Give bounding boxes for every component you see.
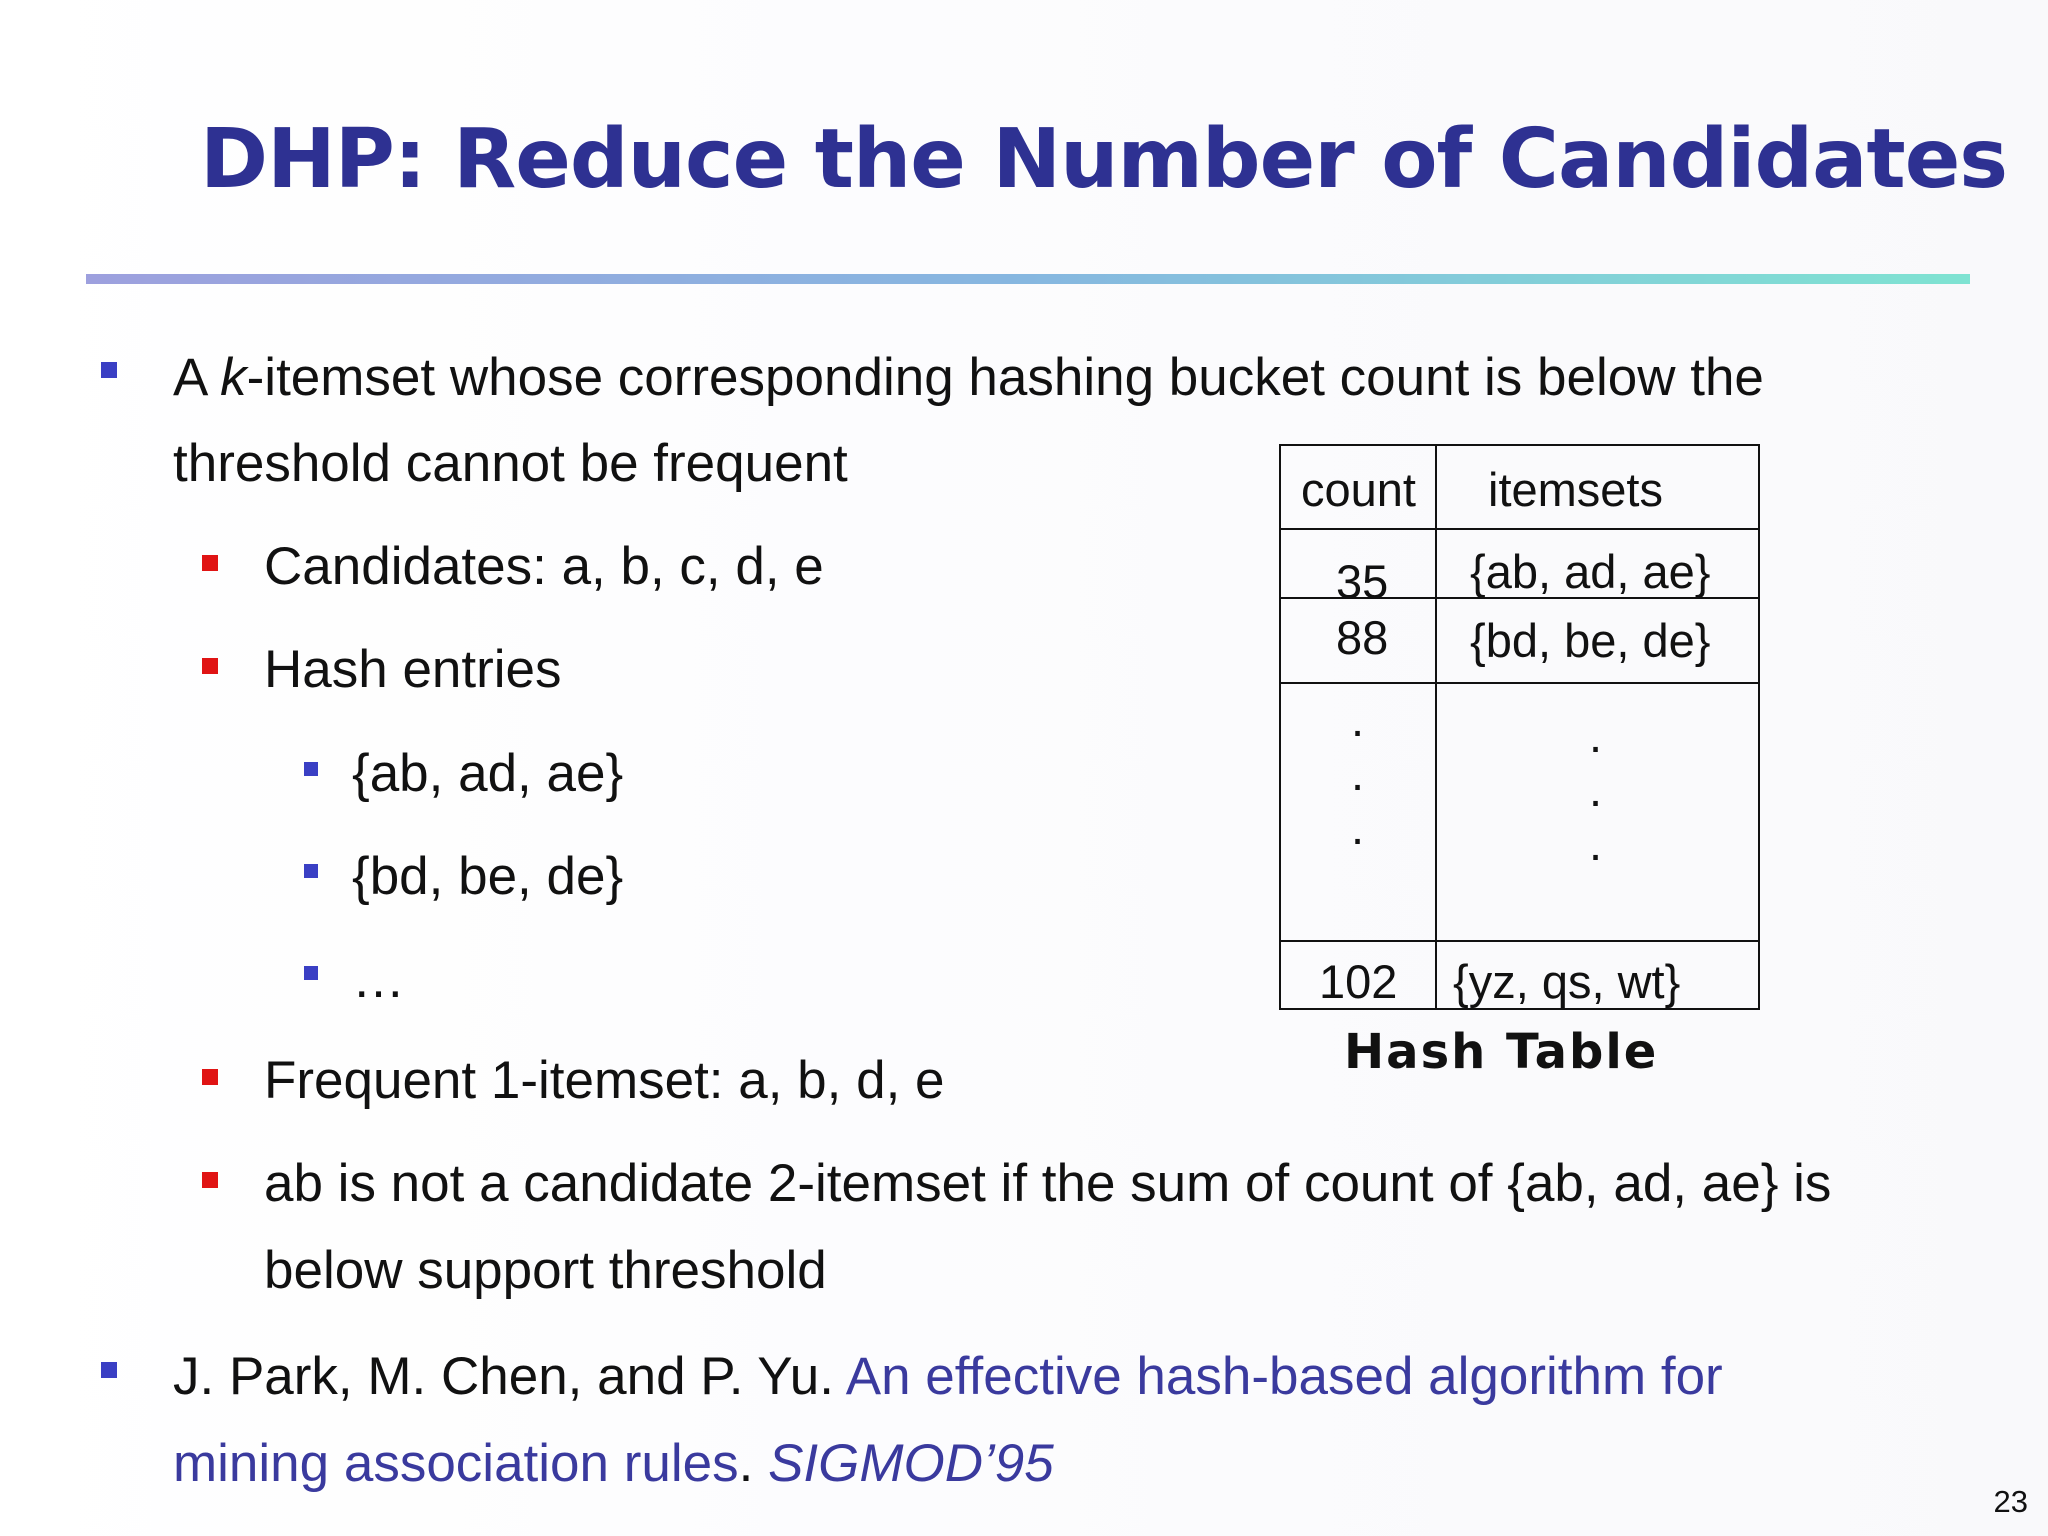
hash-table-row-last-itemsets: {yz, qs, wt} [1453,955,1681,1008]
bullet-square-icon [101,362,117,378]
hash-table-ellipsis-dot: . [1351,747,1365,800]
hash-entry-2: {bd, be, de} [352,847,624,906]
hash-table-ellipsis-dot: . [1351,693,1365,746]
hash-table-row-1-count: 35 [1336,555,1389,608]
bullet-square-icon [304,966,318,980]
page-number: 23 [1993,1484,2028,1519]
hash-entry-ellipsis: … [352,950,405,1009]
reference-line-1 [173,1345,1723,1409]
reference-paper-link[interactable]: An effective hash-based algorithm for [845,1347,1723,1406]
reference-authors: J. Park, M. Chen, and P. Yu. [173,1347,846,1406]
hash-table-header-count: count [1301,463,1416,516]
hash-table [1279,444,1760,1010]
hash-table-ellipsis-dot: . [1351,801,1365,854]
hash-table-column-divider [1435,446,1437,1008]
hash-table-ellipsis-dot: . [1589,817,1603,870]
hash-table-row-1-itemsets: {ab, ad, ae} [1470,545,1711,598]
k-italic: k [220,348,247,407]
bullet-square-icon [202,555,218,571]
bullet-square-icon [304,762,318,776]
hash-table-row-last-count: 102 [1319,955,1398,1008]
hash-table-ellipsis-dot: . [1589,763,1603,816]
hash-table-row-divider [1281,682,1758,684]
frequent-text: Frequent 1-itemset: a, b, d, e [264,1051,945,1110]
bullet-square-icon [304,864,318,878]
bullet-square-icon [202,658,218,674]
hash-table-row-divider [1281,940,1758,942]
hash-table-header-itemsets: itemsets [1488,463,1663,516]
candidates-text: Candidates: a, b, c, d, e [264,537,824,596]
bullet-square-icon [101,1362,117,1378]
hash-table-caption: Hash Table [1344,1024,1659,1080]
reference-venue: SIGMOD’95 [768,1434,1054,1493]
bullet-square-icon [202,1069,218,1085]
hash-table-row-2-count: 88 [1336,611,1389,664]
hash-table-row-2-itemsets: {bd, be, de} [1470,614,1711,667]
slide-title: DHP: Reduce the Number of Candidates [200,112,2008,207]
hash-entries-text: Hash entries [264,640,562,699]
hash-table-row-divider [1281,528,1758,530]
title-divider [86,274,1970,284]
main-bullet-1-line-1 [173,346,1764,410]
reference-line-2 [173,1432,1054,1496]
bullet-square-icon [202,1172,218,1188]
ab-not-candidate-line-1: ab is not a candidate 2-itemset if the sum of count of {ab, ad, ae} is [264,1154,1832,1213]
main-bullet-1-line-2: threshold cannot be frequent [173,434,848,493]
hash-entry-1: {ab, ad, ae} [352,744,624,803]
hash-table-ellipsis-dot: . [1589,709,1603,762]
main-bullet-1-prefix: A [173,348,221,407]
reference-period: . [738,1434,769,1493]
reference-paper-link-continued[interactable]: mining association rules [173,1434,739,1493]
ab-not-candidate-line-2: below support threshold [264,1241,827,1300]
main-bullet-1-rest: -itemset whose corresponding hashing bucket count is below the [246,348,1764,407]
